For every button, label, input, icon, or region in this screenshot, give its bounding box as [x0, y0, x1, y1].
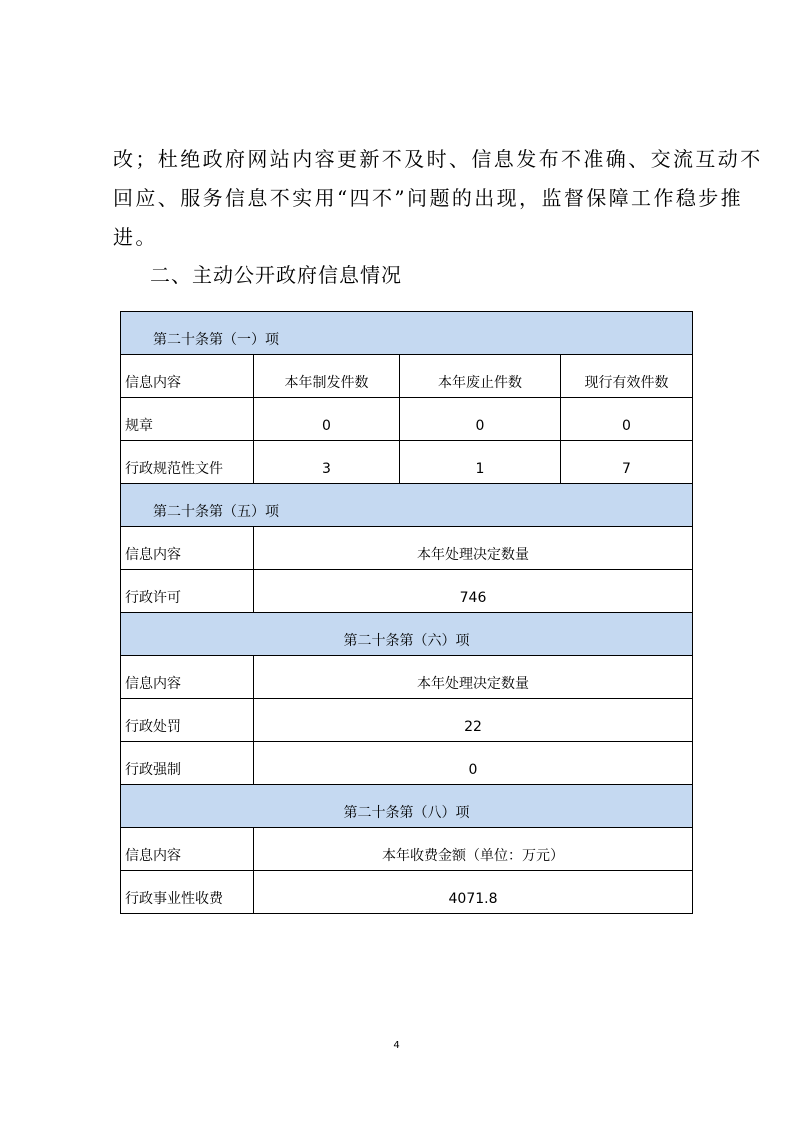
row-label	[121, 570, 254, 613]
row-label	[121, 441, 254, 484]
column-header-text: 本年废止件数	[438, 375, 522, 391]
table-column-header-row	[121, 828, 693, 871]
column-header	[254, 828, 693, 871]
section-header-cell	[121, 785, 693, 828]
table-row	[121, 570, 693, 613]
column-header-text: 信息内容	[125, 547, 181, 563]
table-cell	[561, 441, 693, 484]
column-header-text: 本年处理决定数量	[417, 547, 529, 563]
section-heading: 二、主动公开政府信息情况	[150, 263, 402, 287]
table-section-header	[121, 785, 693, 828]
table-section-header	[121, 484, 693, 527]
column-header	[254, 527, 693, 570]
table-row	[121, 441, 693, 484]
row-label-text: 规章	[125, 418, 153, 434]
row-label-text: 行政强制	[125, 762, 181, 778]
paragraph-line: 进。	[113, 225, 158, 249]
table-cell	[254, 871, 693, 914]
cell-value: 1	[475, 461, 485, 477]
table-section-header	[121, 613, 693, 656]
disclosure-table	[120, 311, 693, 914]
table-cell	[254, 742, 693, 785]
table-cell	[254, 570, 693, 613]
table-column-header-row	[121, 355, 693, 398]
section-header-text: 第二十条第（六）项	[343, 633, 470, 649]
paragraph-line: 回应、服务信息不实用“四不”问题的出现，监督保障工作稳步推	[113, 186, 744, 210]
column-header	[400, 355, 561, 398]
cell-value: 0	[322, 418, 331, 434]
section-header-text: 第二十条第（五）项	[153, 504, 279, 520]
body-paragraph	[113, 140, 763, 257]
cell-value: 746	[459, 590, 487, 606]
row-label	[121, 699, 254, 742]
row-label-text: 行政事业性收费	[125, 891, 223, 907]
row-label	[121, 742, 254, 785]
table-row	[121, 398, 693, 441]
table-column-header-row	[121, 656, 693, 699]
column-header-text: 本年处理决定数量	[417, 676, 529, 692]
cell-value: 0	[622, 418, 631, 434]
column-header-text: 现行有效件数	[584, 375, 669, 391]
section-header-cell	[121, 484, 693, 527]
column-header-text: 信息内容	[125, 375, 181, 391]
row-label-text: 行政许可	[125, 590, 181, 606]
paragraph-line: 改；杜绝政府网站内容更新不及时、信息发布不准确、交流互动不	[113, 147, 763, 171]
cell-value: 22	[464, 719, 482, 735]
cell-value: 7	[622, 461, 631, 477]
page-number: 4	[393, 1040, 400, 1051]
column-header	[121, 527, 254, 570]
section-header-text: 第二十条第（一）项	[153, 332, 279, 348]
column-header-text: 信息内容	[125, 848, 181, 864]
column-header	[121, 656, 254, 699]
section-header-cell	[121, 613, 693, 656]
table-cell	[400, 398, 561, 441]
column-header-text: 本年制发件数	[284, 375, 369, 391]
column-header-text: 信息内容	[125, 676, 181, 692]
table-cell	[561, 398, 693, 441]
cell-value: 0	[475, 418, 485, 434]
table-cell	[400, 441, 561, 484]
table-cell	[254, 398, 400, 441]
cell-value: 4071.8	[448, 891, 498, 907]
row-label	[121, 871, 254, 914]
table-row	[121, 742, 693, 785]
column-header-text: 本年收费金额（单位：万元）	[382, 848, 564, 864]
row-label	[121, 398, 254, 441]
column-header	[254, 355, 400, 398]
table-row	[121, 699, 693, 742]
row-label-text: 行政规范性文件	[125, 461, 223, 477]
table-cell	[254, 699, 693, 742]
table-row	[121, 871, 693, 914]
table-column-header-row	[121, 527, 693, 570]
row-label-text: 行政处罚	[125, 719, 181, 735]
table-section-header	[121, 312, 693, 355]
column-header	[121, 355, 254, 398]
column-header	[561, 355, 693, 398]
section-header-text: 第二十条第（八）项	[343, 805, 470, 821]
table-cell	[254, 441, 400, 484]
column-header	[254, 656, 693, 699]
section-header-cell	[121, 312, 693, 355]
column-header	[121, 828, 254, 871]
cell-value: 3	[322, 461, 331, 477]
cell-value: 0	[468, 762, 478, 778]
